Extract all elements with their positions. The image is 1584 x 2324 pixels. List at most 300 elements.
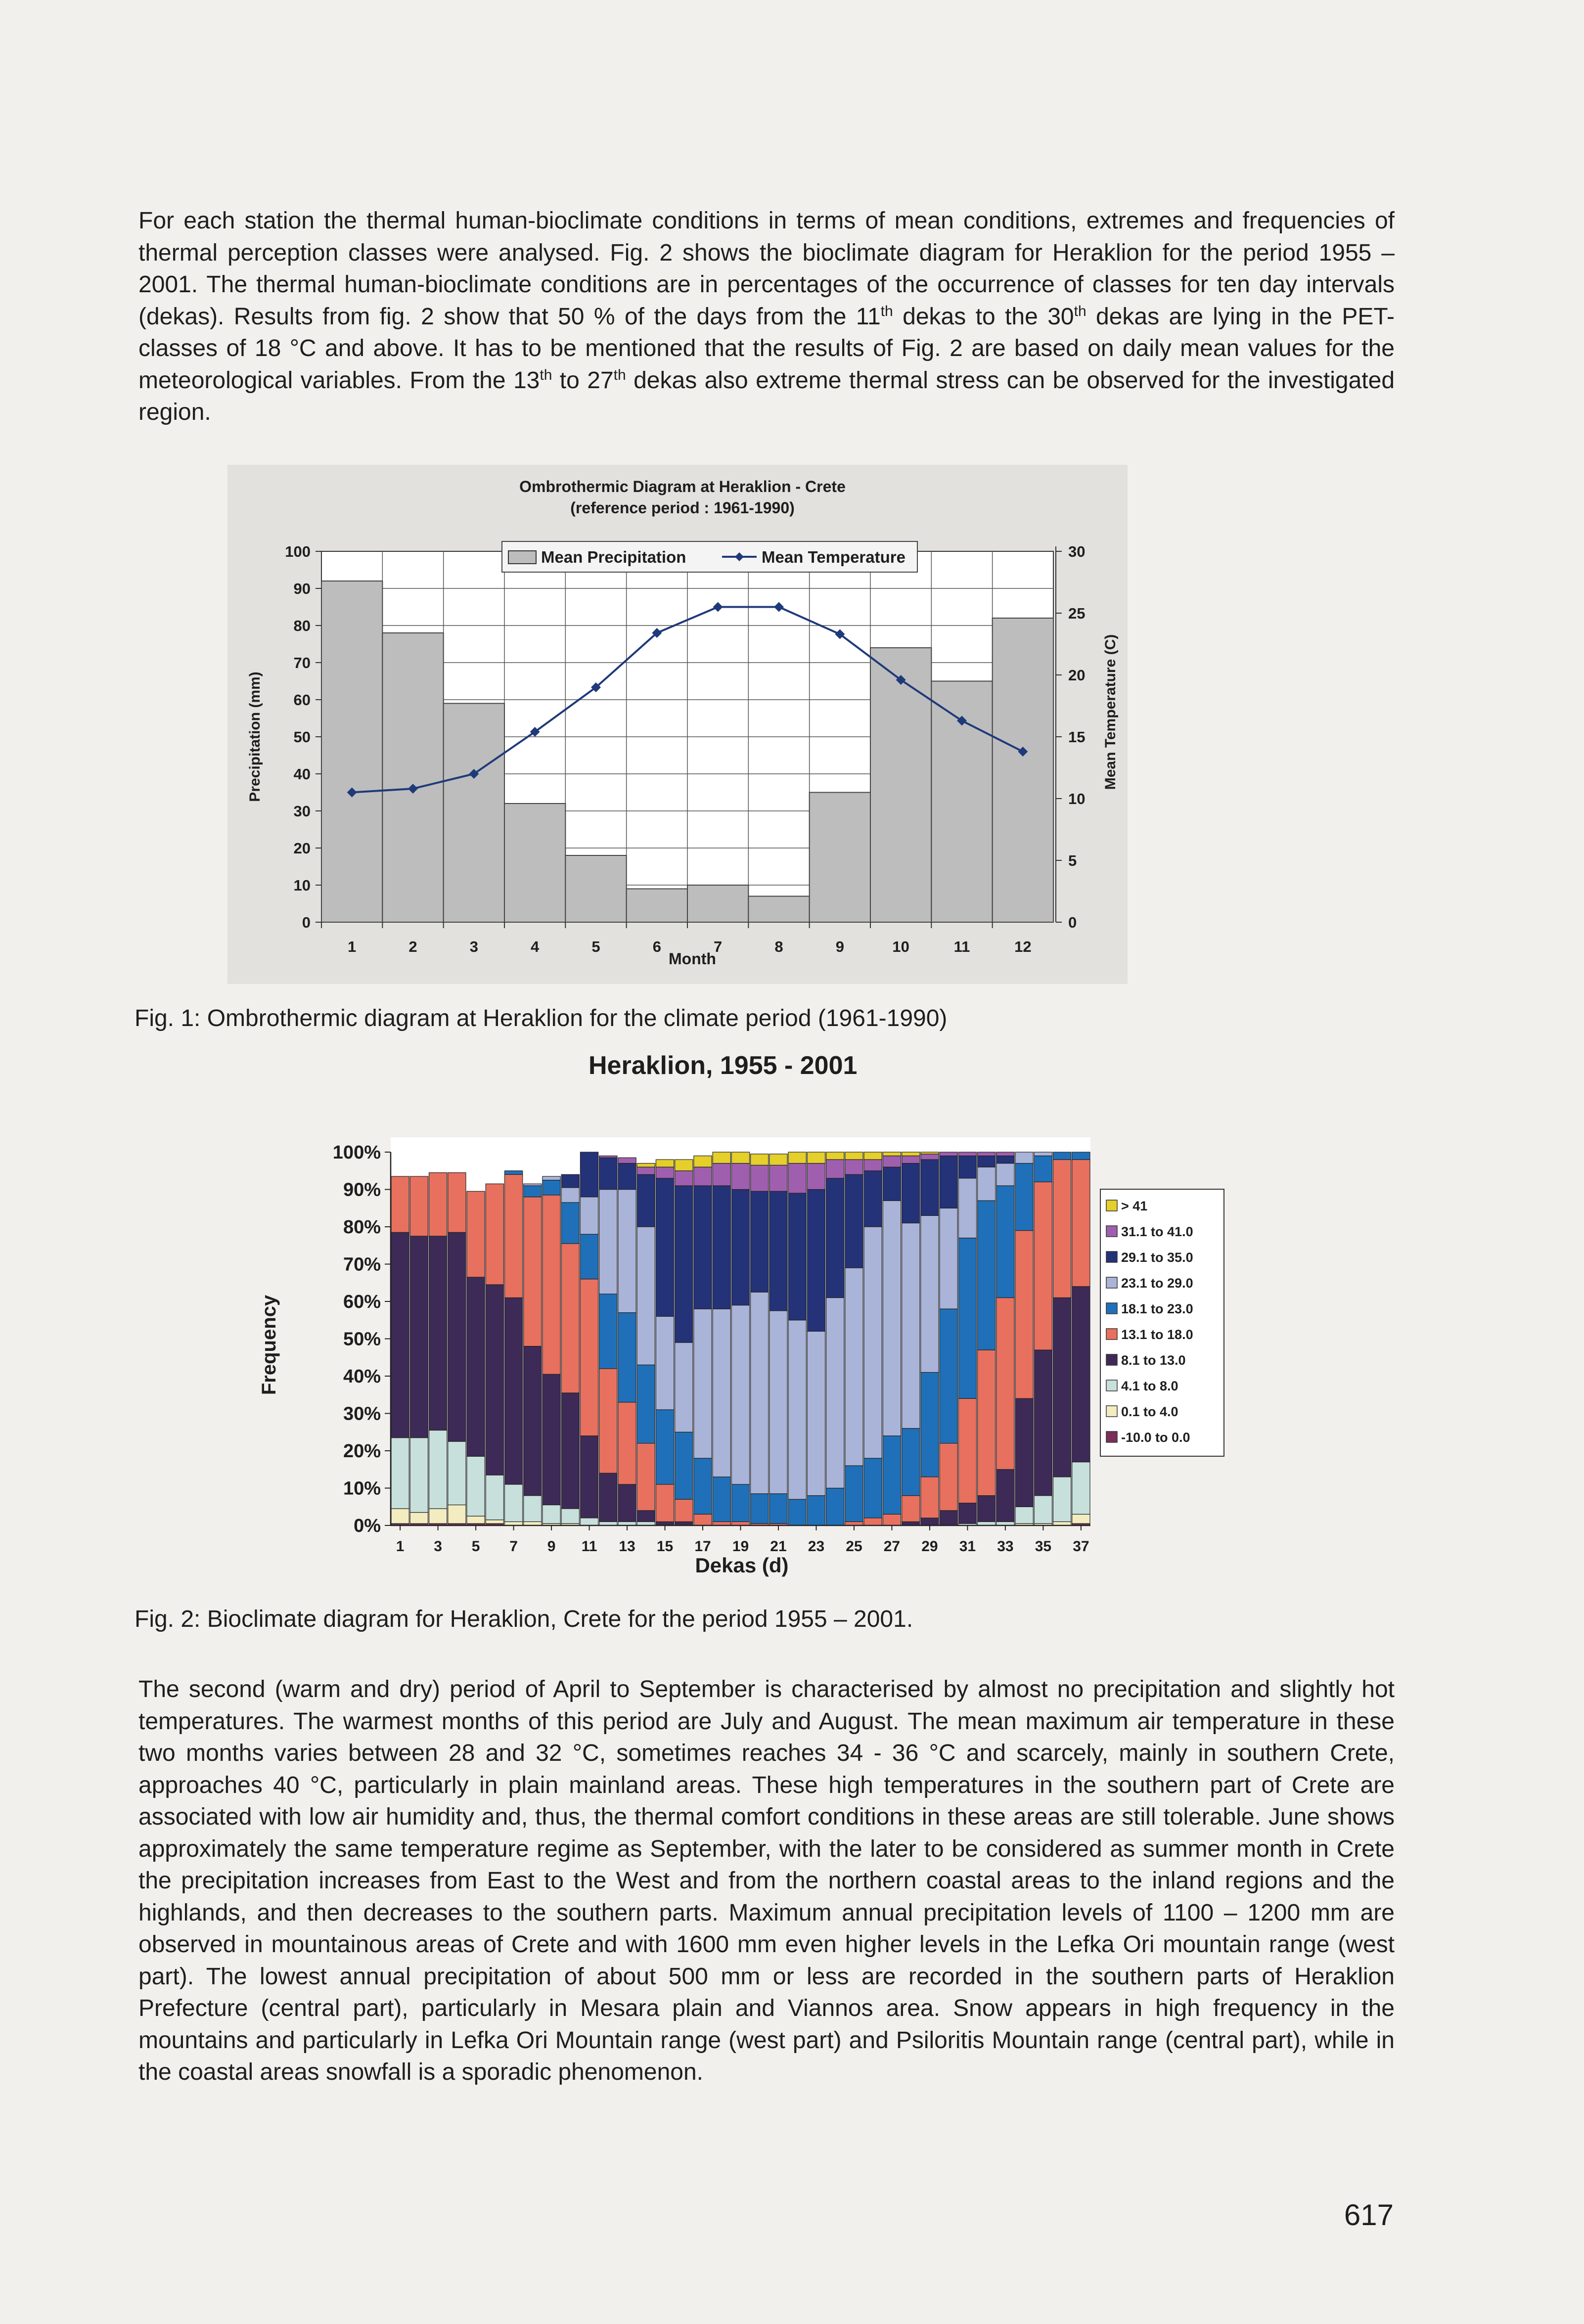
fig2-stack-segment bbox=[883, 1167, 901, 1201]
fig2-stack-segment bbox=[467, 1456, 485, 1516]
fig1-y-tick-label: 50 bbox=[293, 728, 311, 746]
fig1-precip-bar bbox=[627, 889, 687, 923]
fig2-stack-segment bbox=[504, 1171, 522, 1175]
fig2-stack-segment bbox=[845, 1160, 863, 1174]
fig2-stack-segment bbox=[543, 1180, 560, 1195]
page-number: 617 bbox=[1344, 2198, 1394, 2232]
body-paragraph: The second (warm and dry) period of April to September is characterised by almost no precipitation and slightly hot temperatures. The warmest months of this period are July and August. The mean maximum air temperature in these two months varies between 28 and 32 °C, sometimes reaches 34 - 36 °C and scarcely, mainly in southern Crete, approaches 40 °C, particularly in plain mainland areas. These high temperatures in the southern part of Crete are associated with low air humidity and, thus, the thermal comfort conditions in these areas are still tolerable. June shows approximately the same temperature regime as September, with the later to be considered as summer month in Crete the precipitation increases from East to the West and from the northern coastal areas to the inland regions and the highlands, and then decreases to the southern parts. Maximum annual precipitation levels of 1100 – 1200 mm are observed in mountainous areas of Crete and with 1600 mm even higher levels in the Lefka Ori mountain range (west part). The lowest annual precipitation of about 500 mm or less are recorded in the southern parts of Heraklion Prefecture (central part), particularly in Mesara plain and Viannos area. Snow appears in high frequency in the mountains and particularly in Lefka Ori Mountain range (west part) and Psiloritis Mountain range (central part), while in the coastal areas snowfall is a sporadic phenomenon. bbox=[138, 1676, 1395, 2085]
fig2-legend-swatch bbox=[1106, 1200, 1117, 1211]
fig1-x-tick-label: 7 bbox=[714, 938, 723, 955]
fig1-x-tick-label: 8 bbox=[774, 938, 783, 955]
fig2-stack-segment bbox=[958, 1398, 976, 1503]
fig2-stack-segment bbox=[429, 1430, 447, 1509]
fig2-stack-segment bbox=[694, 1309, 712, 1458]
fig2-stack-segment bbox=[713, 1477, 730, 1522]
fig2-stack-segment bbox=[940, 1208, 957, 1309]
fig2-stack-segment bbox=[845, 1268, 863, 1466]
fig2-stack-segment bbox=[769, 1494, 787, 1523]
fig2-stack-segment bbox=[1034, 1496, 1052, 1524]
fig2-stack-segment bbox=[504, 1174, 522, 1297]
fig1-precip-bar bbox=[504, 804, 565, 922]
fig2-stack-segment bbox=[769, 1191, 787, 1311]
fig2-stack-segment bbox=[713, 1186, 730, 1309]
fig2-stack-segment bbox=[1015, 1398, 1033, 1507]
fig2-stack-segment bbox=[391, 1232, 409, 1437]
fig1-y2-tick-label: 15 bbox=[1068, 728, 1086, 746]
fig1-precip-bar bbox=[748, 896, 809, 923]
fig2-x-tick-label: 7 bbox=[509, 1538, 518, 1555]
legend-precip-swatch bbox=[508, 551, 536, 564]
fig2-stack-segment bbox=[864, 1152, 882, 1160]
fig2-stack-segment bbox=[694, 1156, 712, 1167]
fig1-y2-axis-label: Mean Temperature (C) bbox=[1102, 634, 1119, 790]
fig2-stack-segment bbox=[599, 1190, 617, 1294]
fig2-legend-swatch bbox=[1106, 1406, 1117, 1417]
fig2-stack-segment bbox=[845, 1174, 863, 1268]
fig2-stack-segment bbox=[1072, 1287, 1090, 1462]
fig2-stack-segment bbox=[978, 1152, 996, 1156]
fig1-x-tick-label: 12 bbox=[1014, 938, 1032, 955]
fig2-stack-segment bbox=[958, 1156, 976, 1178]
fig2-y-tick-label: 70% bbox=[343, 1254, 381, 1275]
fig1-x-tick-label: 10 bbox=[892, 938, 909, 955]
fig2-stack-segment bbox=[845, 1466, 863, 1521]
fig2-y-tick-label: 20% bbox=[343, 1441, 381, 1462]
fig1-precip-bar bbox=[687, 885, 748, 922]
fig1-x-tick-label: 11 bbox=[953, 938, 970, 955]
fig2-stack-segment bbox=[921, 1152, 939, 1154]
fig2-stack-segment bbox=[467, 1516, 485, 1523]
fig2-stack-segment bbox=[958, 1238, 976, 1399]
fig2-stack-segment bbox=[807, 1152, 825, 1163]
para1-sup-b: th bbox=[1074, 303, 1086, 319]
fig2-stack-segment bbox=[694, 1167, 712, 1186]
fig2-stack-segment bbox=[864, 1227, 882, 1458]
fig2-stack-segment bbox=[996, 1470, 1014, 1522]
fig2-stack-segment bbox=[864, 1171, 882, 1227]
fig2-stack-segment bbox=[1072, 1514, 1090, 1523]
fig2-stack-segment bbox=[731, 1190, 749, 1305]
fig2-x-tick-label: 15 bbox=[656, 1538, 674, 1555]
fig2-stack-segment bbox=[486, 1184, 503, 1285]
fig2-stack-segment bbox=[864, 1518, 882, 1525]
fig1-precip-bar bbox=[870, 648, 931, 922]
fig2-stack-segment bbox=[637, 1167, 655, 1174]
fig2-stack-segment bbox=[618, 1402, 636, 1484]
fig2-stack-segment bbox=[580, 1152, 598, 1197]
fig1-y2-tick-label: 30 bbox=[1068, 543, 1086, 560]
fig2-stack-segment bbox=[1034, 1152, 1052, 1156]
fig2-stack-segment bbox=[561, 1509, 579, 1523]
fig2-legend-swatch bbox=[1106, 1251, 1117, 1262]
fig1-x-tick-label: 4 bbox=[531, 938, 540, 955]
fig2-stack-segment bbox=[940, 1443, 957, 1511]
fig1-x-tick-label: 3 bbox=[469, 938, 478, 955]
fig2-stack-segment bbox=[996, 1163, 1014, 1186]
fig2-stack-segment bbox=[751, 1154, 769, 1165]
fig2-stack-segment bbox=[410, 1236, 428, 1438]
para1-text-d: to 27 bbox=[552, 367, 614, 394]
fig2-stack-segment bbox=[807, 1163, 825, 1190]
fig2-stack-segment bbox=[656, 1167, 674, 1178]
fig2-legend-label: 4.1 to 8.0 bbox=[1121, 1379, 1178, 1393]
fig2-stack-segment bbox=[656, 1160, 674, 1167]
fig2-x-tick-label: 31 bbox=[959, 1538, 976, 1555]
fig1-y2-tick-label: 20 bbox=[1068, 667, 1086, 684]
fig2-legend-swatch bbox=[1106, 1277, 1117, 1288]
fig2-stack-segment bbox=[1072, 1160, 1090, 1287]
fig2-stack-segment bbox=[637, 1365, 655, 1443]
fig2-stack-segment bbox=[429, 1509, 447, 1523]
fig2-stack-segment bbox=[524, 1197, 542, 1346]
fig2-x-tick-label: 21 bbox=[770, 1538, 787, 1555]
fig2-stack-segment bbox=[864, 1458, 882, 1518]
fig2-stack-segment bbox=[921, 1372, 939, 1476]
fig2-legend-label: 29.1 to 35.0 bbox=[1121, 1250, 1193, 1265]
fig2-stack-segment bbox=[1053, 1297, 1071, 1476]
fig2-x-tick-label: 13 bbox=[619, 1538, 635, 1555]
fig2-y-tick-label: 0% bbox=[354, 1516, 381, 1536]
fig2-stack-segment bbox=[996, 1152, 1014, 1156]
fig1-y-tick-label: 80 bbox=[293, 617, 311, 634]
fig2-stack-segment bbox=[883, 1152, 901, 1156]
fig2-stack-segment bbox=[713, 1163, 730, 1186]
fig2-stack-segment bbox=[731, 1305, 749, 1484]
fig2-x-tick-label: 25 bbox=[846, 1538, 862, 1555]
fig1-y2-tick-label: 0 bbox=[1068, 914, 1077, 931]
fig2-stack-segment bbox=[921, 1477, 939, 1518]
fig2-x-tick-label: 23 bbox=[808, 1538, 825, 1555]
fig2-legend-label: -10.0 to 0.0 bbox=[1121, 1430, 1190, 1445]
fig2-stack-segment bbox=[637, 1443, 655, 1511]
fig2-stack-segment bbox=[845, 1152, 863, 1160]
fig2-y-tick-label: 40% bbox=[343, 1366, 381, 1387]
fig2-stack-segment bbox=[1072, 1462, 1090, 1515]
fig2-stack-segment bbox=[958, 1178, 976, 1238]
fig2-stack-segment bbox=[637, 1511, 655, 1522]
fig2-stack-segment bbox=[788, 1193, 806, 1320]
fig2-legend bbox=[1100, 1189, 1224, 1456]
para1-text-c: dekas are lying in the PET-classes of 18 °C and above. It has to be mentioned that the results of Fig. 2 are based on daily mean values for the meteorological variables. From the 13 bbox=[138, 303, 1395, 394]
fig2-stack-segment bbox=[656, 1484, 674, 1522]
fig2-stack-segment bbox=[902, 1429, 920, 1496]
fig2-stack-segment bbox=[731, 1163, 749, 1190]
fig2-legend-swatch bbox=[1106, 1354, 1117, 1365]
fig2-stack-segment bbox=[1034, 1182, 1052, 1350]
fig2-stack-segment bbox=[448, 1505, 466, 1523]
fig2-stack-segment bbox=[391, 1438, 409, 1509]
fig2-stack-segment bbox=[1015, 1231, 1033, 1399]
fig2-x-tick-label: 5 bbox=[471, 1538, 480, 1555]
fig2-legend-label: 23.1 to 29.0 bbox=[1121, 1276, 1193, 1291]
fig2-stack-segment bbox=[921, 1518, 939, 1525]
fig2-stack-segment bbox=[883, 1201, 901, 1436]
fig2-stack-segment bbox=[788, 1152, 806, 1163]
fig2-stack-segment bbox=[580, 1436, 598, 1518]
fig2-stack-segment bbox=[1015, 1507, 1033, 1523]
fig2-stack-segment bbox=[599, 1156, 617, 1158]
fig1-y2-tick-label: 10 bbox=[1068, 790, 1086, 807]
fig2-stack-segment bbox=[656, 1410, 674, 1484]
fig2-stack-segment bbox=[410, 1176, 428, 1236]
fig2-stack-segment bbox=[675, 1160, 693, 1171]
fig2-stack-segment bbox=[940, 1152, 957, 1156]
fig2-stack-segment bbox=[580, 1197, 598, 1235]
fig2-stack-segment bbox=[826, 1160, 844, 1178]
fig1-y-tick-label: 30 bbox=[293, 803, 311, 820]
fig2-stack-segment bbox=[486, 1285, 503, 1475]
fig1-y-tick-label: 60 bbox=[293, 691, 311, 709]
fig1-precip-bar bbox=[321, 581, 382, 922]
fig2-stack-segment bbox=[561, 1393, 579, 1509]
fig2-stack-segment bbox=[902, 1152, 920, 1156]
fig2-stack-segment bbox=[448, 1441, 466, 1505]
fig2-stack-segment bbox=[788, 1499, 806, 1525]
fig2-y-tick-label: 80% bbox=[343, 1217, 381, 1238]
fig2-stack-segment bbox=[391, 1176, 409, 1232]
fig2-y-tick-label: 100% bbox=[332, 1142, 381, 1163]
bioclimate-chart bbox=[247, 1113, 1246, 1592]
fig2-stack-segment bbox=[467, 1191, 485, 1277]
fig2-stack-segment bbox=[599, 1294, 617, 1369]
fig2-stack-segment bbox=[543, 1176, 560, 1180]
fig2-stack-segment bbox=[391, 1509, 409, 1523]
fig2-stack-segment bbox=[448, 1173, 466, 1233]
fig2-stack-segment bbox=[996, 1156, 1014, 1163]
fig2-stack-segment bbox=[675, 1432, 693, 1499]
fig2-y-tick-label: 10% bbox=[343, 1478, 381, 1499]
fig1-y-tick-label: 70 bbox=[293, 654, 311, 671]
fig2-x-axis-label: Dekas (d) bbox=[695, 1554, 789, 1577]
ombrothermic-chart bbox=[227, 465, 1128, 984]
fig1-precip-bar bbox=[810, 793, 870, 923]
fig2-stack-segment bbox=[807, 1496, 825, 1525]
fig2-legend-swatch bbox=[1106, 1431, 1117, 1442]
fig2-stack-segment bbox=[1034, 1156, 1052, 1182]
para1-sup-a: th bbox=[880, 303, 893, 319]
fig2-stack-segment bbox=[1015, 1152, 1033, 1163]
fig2-stack-segment bbox=[826, 1297, 844, 1488]
fig2-legend-swatch bbox=[1106, 1303, 1117, 1314]
fig2-stack-segment bbox=[618, 1190, 636, 1313]
fig1-y-tick-label: 90 bbox=[293, 580, 311, 597]
fig1-x-tick-label: 1 bbox=[348, 938, 357, 955]
fig2-stack-segment bbox=[467, 1277, 485, 1456]
para1-sup-d: th bbox=[613, 366, 626, 383]
fig2-stack-segment bbox=[486, 1475, 503, 1520]
fig2-stack-segment bbox=[788, 1320, 806, 1499]
fig2-stack-segment bbox=[486, 1520, 503, 1524]
fig2-x-tick-label: 3 bbox=[434, 1538, 442, 1555]
fig2-stack-segment bbox=[769, 1165, 787, 1191]
fig2-stack-segment bbox=[410, 1513, 428, 1524]
fig1-y-tick-label: 40 bbox=[293, 765, 311, 783]
fig1-y-tick-label: 10 bbox=[293, 877, 311, 894]
fig2-stack-segment bbox=[543, 1195, 560, 1374]
fig2-stack-segment bbox=[996, 1186, 1014, 1298]
fig2-stack-segment bbox=[561, 1174, 579, 1187]
fig2-legend-swatch bbox=[1106, 1226, 1117, 1237]
fig1-x-tick-label: 6 bbox=[652, 938, 661, 955]
fig2-stack-segment bbox=[543, 1505, 560, 1523]
fig2-x-tick-label: 17 bbox=[694, 1538, 711, 1555]
fig2-stack-segment bbox=[543, 1374, 560, 1505]
fig1-caption: Fig. 1: Ombrothermic diagram at Heraklion for the climate period (1961-1990) bbox=[135, 1005, 948, 1031]
fig2-stack-segment bbox=[618, 1484, 636, 1522]
fig2-stack-segment bbox=[978, 1201, 996, 1350]
fig2-x-tick-label: 1 bbox=[396, 1538, 405, 1555]
fig2-stack-segment bbox=[826, 1178, 844, 1298]
para1-text-e: dekas also extreme thermal stress can be observed for the investigated region. bbox=[138, 367, 1395, 425]
fig2-stack-segment bbox=[902, 1223, 920, 1428]
fig2-stack-segment bbox=[637, 1174, 655, 1227]
fig2-stack-segment bbox=[561, 1203, 579, 1244]
fig2-stack-segment bbox=[883, 1436, 901, 1515]
fig2-legend-swatch bbox=[1106, 1380, 1117, 1391]
fig2-stack-segment bbox=[504, 1484, 522, 1522]
fig2-x-tick-label: 33 bbox=[997, 1538, 1014, 1555]
fig2-stack-segment bbox=[524, 1496, 542, 1522]
fig2-y-tick-label: 30% bbox=[343, 1403, 381, 1425]
fig2-stack-segment bbox=[751, 1165, 769, 1191]
fig2-stack-segment bbox=[656, 1316, 674, 1410]
fig2-stack-segment bbox=[769, 1154, 787, 1165]
fig2-stack-segment bbox=[637, 1227, 655, 1365]
fig2-stack-segment bbox=[1015, 1163, 1033, 1231]
fig1-x-tick-label: 2 bbox=[408, 938, 417, 955]
fig2-x-tick-label: 29 bbox=[921, 1538, 938, 1555]
fig2-stack-segment bbox=[429, 1236, 447, 1430]
fig2-stack-segment bbox=[731, 1484, 749, 1522]
fig2-stack-segment bbox=[940, 1511, 957, 1525]
fig2-stack-segment bbox=[731, 1152, 749, 1163]
fig2-legend-label: 18.1 to 23.0 bbox=[1121, 1301, 1193, 1316]
fig1-y-tick-label: 100 bbox=[285, 543, 311, 560]
fig2-stack-segment bbox=[958, 1503, 976, 1524]
fig2-stack-segment bbox=[410, 1438, 428, 1513]
fig1-y-tick-label: 20 bbox=[293, 840, 311, 857]
fig2-stack-segment bbox=[751, 1494, 769, 1523]
fig2-stack-segment bbox=[675, 1499, 693, 1521]
fig2-legend-swatch bbox=[1106, 1329, 1117, 1340]
fig2-stack-segment bbox=[769, 1311, 787, 1494]
fig2-y-tick-label: 60% bbox=[343, 1292, 381, 1312]
para1-text-a: For each station the thermal human-bioclimate conditions in terms of mean conditions, extremes and frequencies of thermal perception classes were analysed. Fig. 2 shows the bioclimate diagram for Heraklion for the period 1955 – 2001. The thermal human-bioclimate conditions are in percentages of the occurrence of classes for ten day intervals (dekas). Results from fig. 2 show that 50 % of the days from the 11 bbox=[138, 208, 1395, 330]
fig2-stack-segment bbox=[675, 1342, 693, 1432]
fig2-stack-segment bbox=[996, 1297, 1014, 1469]
fig2-stack-segment bbox=[978, 1156, 996, 1167]
fig2-stack-segment bbox=[713, 1152, 730, 1163]
fig1-x-tick-label: 5 bbox=[591, 938, 600, 955]
fig2-stack-segment bbox=[618, 1313, 636, 1402]
fig2-stack-segment bbox=[921, 1160, 939, 1215]
fig2-stack-segment bbox=[713, 1309, 730, 1477]
fig2-x-tick-label: 27 bbox=[883, 1538, 901, 1555]
fig2-stack-segment bbox=[580, 1234, 598, 1279]
fig2-stack-segment bbox=[599, 1473, 617, 1521]
fig2-x-tick-label: 19 bbox=[732, 1538, 749, 1555]
fig2-legend-label: > 41 bbox=[1121, 1199, 1148, 1213]
fig2-stack-segment bbox=[921, 1154, 939, 1160]
para1-text-b: dekas to the 30 bbox=[893, 303, 1074, 330]
fig2-title: Heraklion, 1955 - 2001 bbox=[588, 1051, 858, 1080]
fig2-stack-segment bbox=[618, 1158, 636, 1163]
fig2-x-tick-label: 11 bbox=[581, 1538, 597, 1555]
fig1-legend bbox=[502, 541, 917, 572]
fig2-stack-segment bbox=[1053, 1477, 1071, 1522]
fig2-stack-segment bbox=[675, 1171, 693, 1186]
fig2-stack-segment bbox=[580, 1518, 598, 1525]
fig2-stack-segment bbox=[524, 1186, 542, 1197]
fig2-stack-segment bbox=[524, 1346, 542, 1496]
fig2-stack-segment bbox=[921, 1215, 939, 1372]
fig2-stack-segment bbox=[675, 1186, 693, 1342]
intro-paragraph bbox=[138, 205, 1395, 429]
fig2-stack-segment bbox=[524, 1184, 542, 1186]
fig2-stack-segment bbox=[807, 1190, 825, 1332]
fig2-stack-segment bbox=[694, 1186, 712, 1309]
fig2-stack-segment bbox=[751, 1292, 769, 1494]
fig2-stack-segment bbox=[504, 1297, 522, 1484]
fig2-x-tick-label: 9 bbox=[547, 1538, 556, 1555]
fig2-legend-label: 0.1 to 4.0 bbox=[1121, 1404, 1178, 1419]
fig2-stack-segment bbox=[883, 1514, 901, 1525]
fig2-stack-segment bbox=[978, 1167, 996, 1201]
fig2-stack-segment bbox=[561, 1188, 579, 1203]
fig2-stack-segment bbox=[826, 1152, 844, 1160]
fig1-title: Ombrothermic Diagram at Heraklion - Crete bbox=[519, 478, 846, 495]
fig1-precip-bar bbox=[444, 704, 504, 923]
fig1-precip-bar bbox=[565, 855, 626, 922]
fig1-y-axis-label: Precipitation (mm) bbox=[247, 671, 263, 802]
fig2-plot-area bbox=[333, 1137, 1090, 1555]
fig1-x-tick-label: 9 bbox=[835, 938, 844, 955]
para1-sup-c: th bbox=[540, 366, 552, 383]
fig2-x-tick-label: 37 bbox=[1073, 1538, 1089, 1555]
fig2-stack-segment bbox=[751, 1191, 769, 1292]
fig2-stack-segment bbox=[1053, 1152, 1071, 1160]
fig2-stack-segment bbox=[694, 1514, 712, 1525]
fig2-stack-segment bbox=[940, 1309, 957, 1443]
fig2-stack-segment bbox=[429, 1173, 447, 1236]
fig2-stack-segment bbox=[1034, 1350, 1052, 1495]
fig2-stack-segment bbox=[883, 1156, 901, 1167]
fig2-stack-segment bbox=[637, 1163, 655, 1167]
fig2-y-tick-label: 50% bbox=[343, 1329, 381, 1350]
fig2-stack-segment bbox=[1072, 1152, 1090, 1160]
fig2-stack-segment bbox=[864, 1160, 882, 1171]
fig2-x-tick-label: 35 bbox=[1035, 1538, 1052, 1555]
fig1-y-tick-label: 0 bbox=[302, 914, 311, 931]
fig1-x-axis-label: Month bbox=[669, 950, 716, 968]
fig2-stack-segment bbox=[448, 1232, 466, 1441]
fig2-stack-segment bbox=[561, 1244, 579, 1393]
fig2-y-axis-label: Frequency bbox=[258, 1295, 280, 1395]
fig2-stack-segment bbox=[656, 1178, 674, 1316]
fig2-stack-segment bbox=[694, 1458, 712, 1514]
fig2-stack-segment bbox=[902, 1163, 920, 1223]
fig2-stack-segment bbox=[826, 1488, 844, 1526]
legend-temp-label: Mean Temperature bbox=[762, 548, 905, 566]
fig2-stack-segment bbox=[788, 1163, 806, 1193]
fig2-stack-segment bbox=[902, 1156, 920, 1163]
fig2-stack-segment bbox=[940, 1156, 957, 1208]
fig1-y2-tick-label: 25 bbox=[1068, 605, 1086, 622]
fig2-caption: Fig. 2: Bioclimate diagram for Heraklion, Crete for the period 1955 – 2001. bbox=[135, 1606, 913, 1632]
fig1-plot-area bbox=[285, 543, 1085, 955]
fig2-stack-segment bbox=[958, 1152, 976, 1156]
fig1-y2-tick-label: 5 bbox=[1068, 852, 1077, 869]
